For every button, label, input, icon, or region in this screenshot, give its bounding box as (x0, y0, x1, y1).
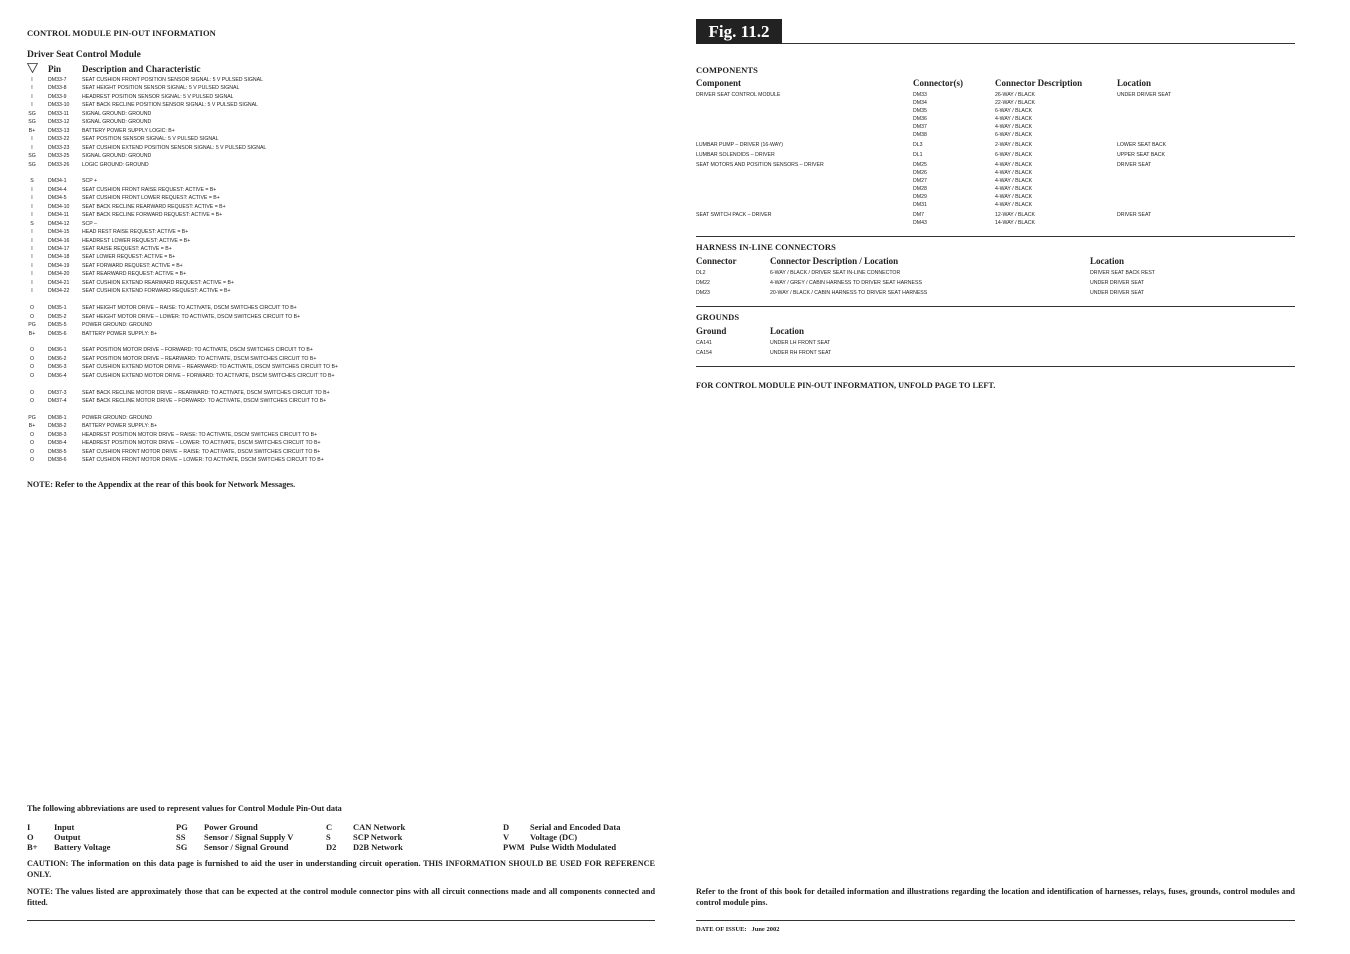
pin-type: O (29, 440, 35, 447)
pin-id: DM37-4 (48, 398, 67, 405)
pin-description: HEAD REST RAISE REQUEST: ACTIVE = B+ (82, 229, 189, 236)
pin-type: I (31, 144, 33, 151)
grounds-rule (696, 366, 1295, 367)
pin-type: O (29, 431, 35, 438)
pin-description: SEAT CUSHION EXTEND MOTOR DRIVE – REARWARD: TO ACTIVATE, DSCM SWITCHES CIRCUIT TO B+ (82, 364, 338, 371)
pin-type: I (31, 85, 33, 92)
pin-id: DM33-23 (48, 144, 70, 151)
pin-id: DM33-7 (48, 77, 67, 83)
values-note: NOTE: The values listed are approximately those that can be expected at the control module connector pins with all circuit connections made and all components connected and fitted. (27, 887, 655, 907)
connector-description: 6-WAY / BLACK (995, 152, 1033, 159)
connector-description: 4-WAY / BLACK (995, 123, 1033, 130)
col-desc-header: Description and Characteristic (82, 64, 201, 74)
pin-description: SCP + (82, 178, 98, 185)
harness-connector: DM23 (696, 290, 710, 296)
abbr-meaning: Sensor / Signal Supply V (204, 832, 294, 842)
harness-col-description: Connector Description / Location (770, 256, 899, 266)
abbr-code: PWM (503, 842, 525, 852)
component-connector: DM29 (913, 194, 927, 200)
harness-title: HARNESS IN-LINE CONNECTORS (696, 242, 836, 252)
ground-id: CA141 (696, 340, 712, 346)
pin-type: O (29, 389, 35, 396)
fig-label: Fig. 11.2 (696, 19, 782, 44)
pin-description: POWER GROUND: GROUND (82, 322, 153, 329)
pin-type: O (29, 364, 35, 371)
harness-location: UNDER DRIVER SEAT (1090, 290, 1145, 296)
pin-id: DM38-3 (48, 431, 67, 438)
harness-description: 4-WAY / GREY / CABIN HARNESS TO DRIVER SEAT HARNESS (770, 280, 922, 286)
component-connector: DM7 (913, 212, 924, 219)
component-connector: DM34 (913, 99, 927, 106)
component-location: UNDER DRIVER SEAT (1117, 92, 1172, 98)
pin-type: SG (28, 110, 36, 117)
abbr-intro: The following abbreviations are used to represent values for Control Module Pin-Out data (27, 804, 342, 813)
pin-description: SEAT CUSHION FRONT MOTOR DRIVE – LOWER: TO ACTIVATE, DSCM SWITCHES CIRCUIT TO B+ (82, 457, 324, 464)
pin-description: BATTERY POWER SUPPLY LOGIC: B+ (82, 127, 175, 134)
connector-description: 4-WAY / BLACK (995, 170, 1033, 177)
pin-type: I (31, 288, 33, 295)
pin-id: DM33-12 (48, 119, 70, 126)
pin-description: SEAT POSITION SENSOR SIGNAL: 5 V PULSED SIGNAL (82, 136, 219, 143)
abbr-meaning: Sensor / Signal Ground (204, 842, 289, 852)
pin-type: I (31, 262, 33, 269)
pin-id: DM36-1 (48, 347, 67, 354)
connector-description: 4-WAY / BLACK (995, 186, 1033, 193)
date-value: June 2002 (751, 926, 780, 933)
pin-type: O (29, 355, 35, 362)
pin-id: DM35-1 (48, 305, 67, 312)
components-col-connectors: Connector(s) (913, 78, 963, 88)
date-label: DATE OF ISSUE: (696, 926, 747, 933)
pin-description: HEADREST LOWER REQUEST: ACTIVE = B+ (82, 237, 191, 244)
pin-type: O (29, 457, 35, 464)
component-connector: DL1 (913, 152, 923, 159)
component-location: UPPER SEAT BACK (1117, 152, 1165, 159)
components-col-component: Component (696, 78, 742, 88)
pin-id: DM35-6 (48, 330, 67, 337)
pin-id: DM33-11 (48, 110, 69, 117)
pin-type: O (29, 448, 35, 455)
connector-description: 12-WAY / BLACK (995, 212, 1035, 219)
pin-description: SEAT CUSHION FRONT LOWER REQUEST: ACTIVE = B+ (82, 195, 220, 202)
pin-table (27, 76, 647, 471)
pin-type: I (31, 271, 33, 278)
abbr-code: D (503, 822, 510, 832)
pin-description: SEAT CUSHION FRONT RAISE REQUEST: ACTIVE = B+ (82, 186, 217, 193)
pin-type: I (31, 254, 33, 261)
pin-type: O (29, 347, 35, 354)
pin-type: I (31, 237, 33, 244)
note-appendix: NOTE: Refer to the Appendix at the rear of this book for Network Messages. (27, 480, 296, 489)
pin-id: DM34-19 (48, 262, 70, 269)
col-pin-header: Pin (48, 64, 62, 74)
component-connector: DM33 (913, 92, 927, 98)
component-connector: DM31 (913, 201, 927, 208)
components-rule (696, 236, 1295, 237)
pin-description: SIGNAL GROUND: GROUND (82, 110, 152, 117)
pin-type: SG (28, 161, 36, 168)
pin-description: POWER GROUND: GROUND (82, 415, 153, 421)
pin-id: DM34-21 (48, 279, 70, 286)
pin-id: DM37-3 (48, 389, 67, 396)
pin-id: DM38-6 (48, 457, 67, 464)
pin-description: SIGNAL GROUND: GROUND (82, 119, 152, 126)
abbr-code: V (503, 832, 510, 842)
pin-description: SEAT CUSHION EXTEND POSITION SENSOR SIGNAL: 5 V PULSED SIGNAL (82, 144, 267, 151)
abbr-meaning: Pulse Width Modulated (530, 842, 617, 852)
pin-type: B+ (28, 423, 36, 430)
abbr-code: C (326, 822, 333, 832)
component-name: LUMBAR PUMP – DRIVER (16-WAY) (696, 141, 783, 148)
component-connector: DM35 (913, 107, 927, 114)
connector-description: 6-WAY / BLACK (995, 131, 1033, 138)
components-table (696, 92, 1296, 232)
pin-type: I (31, 136, 33, 143)
harness-col-location: Location (1090, 256, 1125, 266)
pin-id: DM33-22 (48, 136, 70, 143)
connector-description: 4-WAY / BLACK (995, 115, 1033, 122)
harness-location: DRIVER SEAT BACK REST (1090, 270, 1155, 276)
abbr-code: SS (176, 832, 186, 842)
module-title: Driver Seat Control Module (27, 50, 141, 60)
pin-id: DM34-16 (48, 237, 70, 244)
abbr-code: PG (176, 822, 188, 832)
connector-description: 2-WAY / BLACK (995, 141, 1033, 148)
pin-id: DM33-25 (48, 153, 70, 160)
ground-location: UNDER LH FRONT SEAT (770, 340, 831, 346)
component-connector: DM25 (913, 162, 927, 169)
pin-description: SCP – (82, 220, 97, 227)
pin-id: DM33-13 (48, 127, 70, 134)
pin-description: SEAT FORWARD REQUEST: ACTIVE = B+ (82, 262, 183, 269)
pin-type: O (29, 372, 35, 379)
pin-description: SEAT BACK RECLINE MOTOR DRIVE – REARWARD: TO ACTIVATE, DSCM SWITCHES CIRCUIT TO B+ (82, 389, 330, 396)
harness-description: 6-WAY / BLACK / DRIVER SEAT IN-LINE CONNECTOR (770, 270, 901, 276)
pin-description: SEAT REARWARD REQUEST: ACTIVE = B+ (82, 271, 187, 278)
component-connector: DM36 (913, 115, 927, 122)
refer-note: Refer to the front of this book for detailed information and illustrations regarding the location and identification of harnesses, relays, fuses, grounds, control modules and control module pins. (696, 887, 1295, 907)
date-of-issue (696, 926, 779, 933)
abbr-meaning: D2B Network (353, 842, 403, 852)
pin-description: SEAT HEIGHT MOTOR DRIVE – RAISE: TO ACTIVATE, DSCM SWITCHES CIRCUIT TO B+ (82, 305, 297, 312)
abbr-code: SG (176, 842, 188, 852)
component-name: DRIVER SEAT CONTROL MODULE (696, 92, 781, 98)
pin-type: PG (28, 322, 36, 329)
pin-id: DM34-20 (48, 271, 70, 278)
harness-rule (696, 306, 1295, 307)
component-name: LUMBAR SOLENOIDS – DRIVER (696, 152, 775, 159)
pin-type: O (29, 313, 35, 320)
pin-type: I (31, 212, 33, 219)
pin-description: SEAT CUSHION EXTEND REARWARD REQUEST: ACTIVE = B+ (82, 279, 235, 286)
pin-id: DM33-9 (48, 93, 67, 100)
pin-type: O (29, 305, 35, 312)
abbr-meaning: Voltage (DC) (530, 832, 578, 842)
component-connector: DM26 (913, 170, 927, 177)
pin-id: DM36-4 (48, 372, 67, 379)
pin-id: DM38-1 (48, 415, 67, 421)
pin-type: I (31, 203, 33, 210)
pin-type: SG (28, 119, 36, 126)
pin-description: HEADREST POSITION MOTOR DRIVE – RAISE: TO ACTIVATE, DSCM SWITCHES CIRCUIT TO B+ (82, 431, 318, 438)
component-location: DRIVER SEAT (1117, 162, 1152, 169)
connector-description: 4-WAY / BLACK (995, 178, 1033, 185)
abbr-meaning: Serial and Encoded Data (530, 822, 621, 832)
pin-description: HEADREST POSITION SENSOR SIGNAL: 5 V PULSED SIGNAL (82, 93, 234, 100)
components-title: COMPONENTS (696, 65, 758, 75)
abbr-code: I (27, 822, 31, 832)
pin-description: SEAT CUSHION FRONT POSITION SENSOR SIGNAL: 5 V PULSED SIGNAL (82, 77, 264, 83)
pin-type: I (31, 229, 33, 236)
component-connector: DM27 (913, 178, 927, 185)
pin-id: DM33-10 (48, 102, 70, 109)
pin-id: DM34-1 (48, 178, 67, 185)
pin-type: S (30, 220, 34, 227)
pin-type: O (29, 398, 35, 405)
pin-id: DM38-5 (48, 448, 67, 455)
triangle-icon (27, 63, 38, 73)
pin-id: DM34-17 (48, 246, 70, 252)
section-title: CONTROL MODULE PIN-OUT INFORMATION (27, 28, 216, 38)
fig-rule (782, 43, 1295, 44)
pin-id: DM34-15 (48, 229, 70, 236)
pin-description: SEAT HEIGHT MOTOR DRIVE – LOWER: TO ACTIVATE, DSCM SWITCHES CIRCUIT TO B+ (82, 313, 301, 320)
abbr-meaning: CAN Network (353, 822, 406, 832)
pin-type: I (31, 186, 33, 193)
component-connector: DM37 (913, 123, 927, 130)
pin-id: DM33-8 (48, 85, 67, 92)
pin-id: DM36-3 (48, 364, 67, 371)
connector-description: 14-WAY / BLACK (995, 220, 1035, 227)
pin-description: SEAT BACK RECLINE REARWARD REQUEST: ACTIVE = B+ (82, 203, 226, 210)
abbr-meaning: Battery Voltage (54, 842, 111, 852)
pin-type: SG (28, 153, 36, 160)
pin-id: DM36-2 (48, 355, 67, 362)
component-location: LOWER SEAT BACK (1117, 141, 1167, 148)
pin-id: DM35-2 (48, 313, 67, 320)
component-connector: DM43 (913, 220, 927, 227)
components-col-description: Connector Description (995, 78, 1083, 88)
pin-id: DM34-5 (48, 195, 67, 202)
pin-description: SEAT POSITION MOTOR DRIVE – REARWARD: TO ACTIVATE, DSCM SWITCHES CIRCUIT TO B+ (82, 355, 317, 362)
pin-type: I (31, 77, 33, 83)
abbr-code: O (27, 832, 34, 842)
component-name: SEAT SWITCH PACK – DRIVER (696, 212, 772, 219)
pin-type: B+ (28, 127, 36, 134)
harness-location: UNDER DRIVER SEAT (1090, 280, 1145, 286)
pin-description: SEAT POSITION MOTOR DRIVE – FORWARD: TO ACTIVATE, DSCM SWITCHES CIRCUIT TO B+ (82, 347, 313, 354)
pin-id: DM34-4 (48, 186, 67, 193)
harness-connector: DL2 (696, 270, 706, 276)
pin-description: SEAT HEIGHT POSITION SENSOR SIGNAL: 5 V PULSED SIGNAL (82, 85, 240, 92)
pin-description: SEAT LOWER REQUEST: ACTIVE = B+ (82, 254, 176, 261)
pin-description: BATTERY POWER SUPPLY: B+ (82, 330, 158, 337)
component-connector: DM28 (913, 186, 927, 193)
pin-description: SEAT BACK RECLINE POSITION SENSOR SIGNAL: 5 V PULSED SIGNAL (82, 102, 258, 109)
pin-type: I (31, 246, 33, 252)
pin-description: BATTERY POWER SUPPLY: B+ (82, 423, 158, 430)
abbr-code: B+ (27, 842, 38, 852)
pin-type: I (31, 102, 33, 109)
pin-description: LOGIC GROUND: GROUND (82, 161, 149, 168)
pin-id: DM34-18 (48, 254, 70, 261)
pin-type: B+ (28, 330, 36, 337)
pin-id: DM34-11 (48, 212, 69, 219)
pin-description: SEAT BACK RECLINE MOTOR DRIVE – FORWARD: TO ACTIVATE, DSCM SWITCHES CIRCUIT TO B+ (82, 398, 327, 405)
pin-id: DM38-2 (48, 423, 67, 430)
pin-description: SEAT CUSHION FRONT MOTOR DRIVE – RAISE: TO ACTIVATE, DSCM SWITCHES CIRCUIT TO B+ (82, 448, 321, 455)
component-connector: DM38 (913, 131, 927, 138)
harness-col-connector: Connector (696, 256, 737, 266)
abbr-meaning: Output (54, 832, 81, 842)
pin-type: I (31, 279, 33, 286)
caution-note: CAUTION: The information on this data page is furnished to aid the user in understanding circuit operation. THIS INFORMATION SHOULD BE USED FOR REFERENCE ONLY. (27, 859, 655, 879)
component-location: DRIVER SEAT (1117, 212, 1152, 219)
pin-type: PG (28, 415, 36, 421)
pin-description: HEADREST POSITION MOTOR DRIVE – LOWER: TO ACTIVATE, DSCM SWITCHES CIRCUIT TO B+ (82, 440, 321, 447)
grounds-col-location: Location (770, 326, 805, 336)
pin-id: DM38-4 (48, 440, 67, 447)
grounds-title: GROUNDS (696, 312, 740, 322)
pin-type: I (31, 93, 33, 100)
footer-rule-left (27, 920, 655, 921)
pin-type: S (30, 178, 34, 185)
pin-description: SEAT CUSHION EXTEND FORWARD REQUEST: ACTIVE = B+ (82, 288, 231, 295)
connector-description: 4-WAY / BLACK (995, 194, 1033, 200)
abbr-meaning: SCP Network (353, 832, 403, 842)
connector-description: 26-WAY / BLACK (995, 92, 1035, 98)
pin-description: SEAT CUSHION EXTEND MOTOR DRIVE – FORWARD: TO ACTIVATE, DSCM SWITCHES CIRCUIT TO B+ (82, 372, 335, 379)
abbr-meaning: Power Ground (204, 822, 258, 832)
pin-id: DM33-26 (48, 161, 70, 168)
unfold-note: FOR CONTROL MODULE PIN-OUT INFORMATION, UNFOLD PAGE TO LEFT. (696, 381, 996, 390)
pin-id: DM34-10 (48, 203, 70, 210)
ground-location: UNDER RH FRONT SEAT (770, 350, 832, 356)
abbr-code: S (326, 832, 331, 842)
abbr-code: D2 (326, 842, 337, 852)
pin-description: SEAT BACK RECLINE FORWARD REQUEST: ACTIVE = B+ (82, 212, 223, 219)
pin-description: SEAT RAISE REQUEST: ACTIVE = B+ (82, 246, 172, 252)
connector-description: 22-WAY / BLACK (995, 99, 1035, 106)
ground-id: CA154 (696, 350, 712, 356)
component-name: SEAT MOTORS AND POSITION SENSORS – DRIVER (696, 162, 824, 169)
components-col-location: Location (1117, 78, 1152, 88)
footer-rule-right (696, 920, 1295, 921)
pin-type: I (31, 195, 33, 202)
connector-description: 4-WAY / BLACK (995, 162, 1033, 169)
component-connector: DL3 (913, 141, 923, 148)
connector-description: 6-WAY / BLACK (995, 107, 1033, 114)
harness-connector: DM22 (696, 280, 710, 286)
grounds-col-ground: Ground (696, 326, 727, 336)
pin-id: DM35-5 (48, 322, 67, 329)
pin-description: SIGNAL GROUND: GROUND (82, 153, 152, 160)
pin-id: DM34-22 (48, 288, 70, 295)
harness-description: 20-WAY / BLACK / CABIN HARNESS TO DRIVER SEAT HARNESS (770, 290, 928, 296)
connector-description: 4-WAY / BLACK (995, 201, 1033, 208)
abbr-meaning: Input (54, 822, 75, 832)
pin-id: DM34-12 (48, 220, 70, 227)
